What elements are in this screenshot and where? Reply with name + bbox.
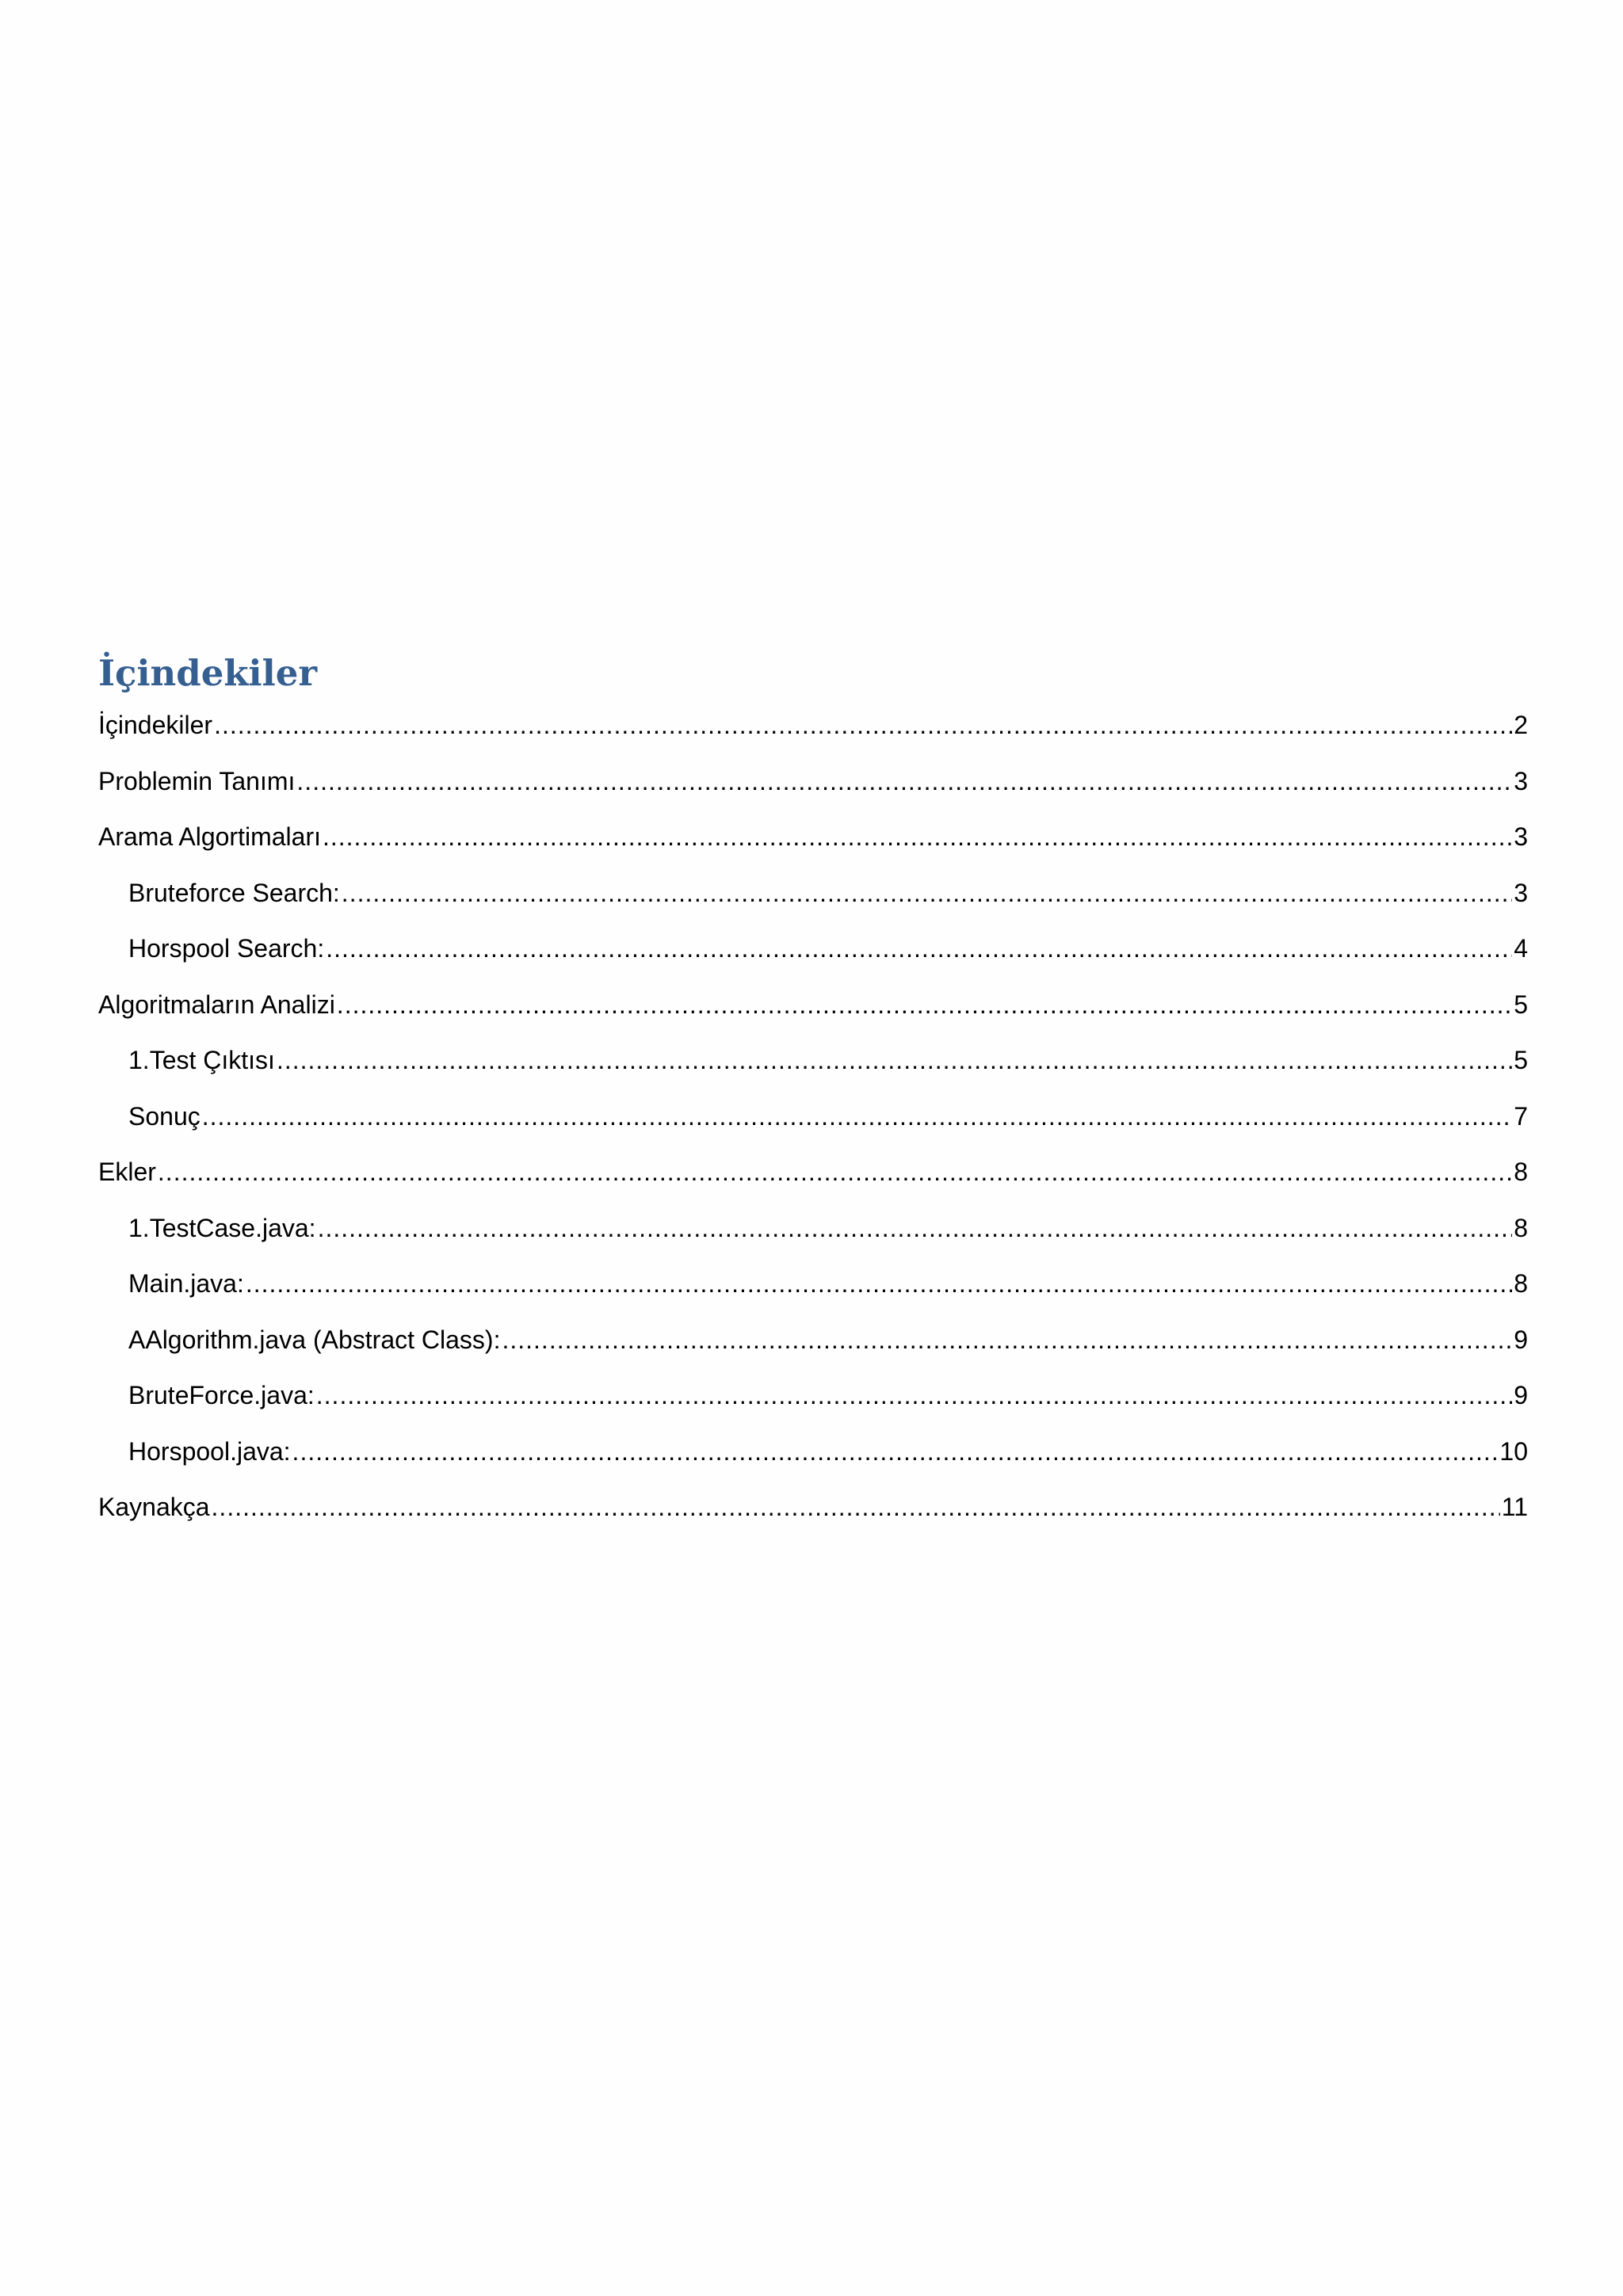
toc-entry-kaynakca[interactable] (98, 1479, 1528, 1535)
toc-entry-title: AAlgorithm.java (Abstract Class): (128, 1325, 501, 1354)
toc-entry-bruteforce-java[interactable] (98, 1367, 1528, 1424)
toc-entry-page: 8 (1514, 1158, 1528, 1186)
toc-dot-leader (318, 1200, 1513, 1257)
toc-dot-leader (502, 1312, 1512, 1368)
toc-entry-testcase-java[interactable] (98, 1200, 1528, 1257)
toc-entry-title: İçindekiler (98, 711, 213, 739)
toc-dot-leader (292, 1424, 1499, 1480)
toc-entry-page: 5 (1514, 1046, 1528, 1074)
toc-entry-title: 1.Test Çıktısı (128, 1046, 275, 1074)
toc-heading: İçindekiler (98, 652, 318, 694)
toc-entry-title: Horspool Search: (128, 934, 325, 963)
toc-entry-title: Sonuç (128, 1101, 200, 1131)
toc-entry-icindekiler[interactable] (98, 697, 1528, 753)
toc-entry-arama-algortimalari[interactable] (98, 809, 1528, 865)
toc-dot-leader (277, 1032, 1512, 1089)
toc-entry-main-java[interactable] (98, 1256, 1528, 1312)
toc-entry-problemin-tanimi[interactable] (98, 753, 1528, 810)
table-of-contents (98, 650, 1528, 1535)
toc-entry-page: 8 (1514, 1213, 1528, 1242)
toc-entry-horspool-java[interactable] (98, 1424, 1528, 1480)
toc-entry-title: BruteForce.java: (128, 1381, 315, 1409)
toc-entry-title: Main.java: (128, 1269, 244, 1298)
toc-entry-page: 11 (1501, 1493, 1528, 1521)
toc-dot-leader (296, 753, 1512, 810)
toc-entry-page: 9 (1514, 1381, 1528, 1409)
toc-dot-leader (202, 1089, 1512, 1145)
toc-entry-title: Horspool.java: (128, 1436, 291, 1466)
toc-entry-page: 5 (1514, 990, 1528, 1019)
toc-entry-page: 4 (1514, 934, 1528, 963)
toc-dot-leader (212, 1479, 1500, 1535)
toc-entry-title: Ekler (98, 1158, 156, 1186)
toc-entry-bruteforce-search[interactable] (98, 865, 1528, 921)
toc-entry-page: 3 (1514, 822, 1528, 851)
toc-entry-horspool-search[interactable] (98, 921, 1528, 977)
toc-dot-leader (326, 921, 1512, 977)
toc-entry-aalgorithm-java[interactable] (98, 1312, 1528, 1368)
toc-entry-title: Algoritmaların Analizi (98, 990, 335, 1019)
toc-entry-title: Arama Algortimaları (98, 822, 321, 851)
toc-entry-title: Kaynakça (98, 1493, 210, 1521)
toc-dot-leader (342, 865, 1512, 921)
toc-entry-page: 10 (1499, 1436, 1528, 1466)
toc-entry-title: 1.TestCase.java: (128, 1213, 316, 1242)
toc-dot-leader (316, 1367, 1512, 1424)
toc-entry-page: 3 (1514, 878, 1528, 907)
toc-entry-page: 7 (1514, 1101, 1528, 1131)
toc-dot-leader (158, 1144, 1512, 1200)
toc-entry-page: 3 (1514, 766, 1528, 795)
toc-entry-title: Bruteforce Search: (128, 878, 340, 907)
toc-entry-test-ciktisi[interactable] (98, 1032, 1528, 1089)
toc-entry-page: 8 (1514, 1269, 1528, 1298)
toc-dot-leader (246, 1256, 1512, 1312)
toc-entry-sonuc[interactable] (98, 1089, 1528, 1145)
toc-entry-page: 9 (1514, 1325, 1528, 1354)
toc-dot-leader (323, 809, 1512, 865)
toc-entry-page: 2 (1514, 711, 1528, 739)
toc-dot-leader (214, 697, 1512, 753)
toc-entry-algoritmalarin-analizi[interactable] (98, 977, 1528, 1033)
toc-list (98, 697, 1528, 1535)
toc-entry-title: Problemin Tanımı (98, 766, 296, 795)
toc-dot-leader (337, 977, 1512, 1033)
toc-entry-ekler[interactable] (98, 1144, 1528, 1200)
